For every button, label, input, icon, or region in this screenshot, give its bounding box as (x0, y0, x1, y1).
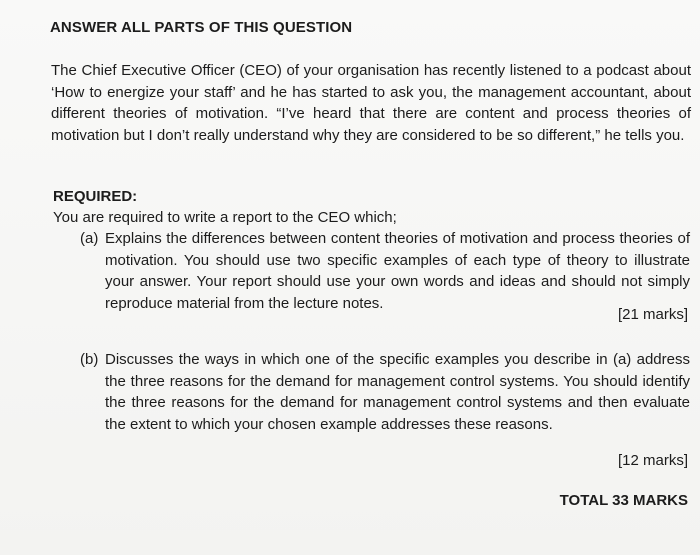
part-b (80, 349, 690, 435)
total-marks: TOTAL 33 MARKS (559, 492, 688, 509)
part-a-text: Explains the differences between content theories of motivation and process theories of motivation. You should use two specific examples of each type of theory to illustrate your answer. Your report should use your own words and ideas and should not simply reproduce material from the lecture notes. (105, 230, 690, 312)
part-b-marks: [12 marks] (617, 452, 688, 469)
part-a (80, 228, 690, 314)
part-a-letter: (a) (80, 230, 99, 247)
part-b-letter: (b) (80, 351, 99, 368)
required-intro: You are required to write a report to the CEO which; (53, 209, 397, 226)
required-label: REQUIRED: (53, 188, 138, 205)
part-b-text: Discusses the ways in which one of the specific examples you describe in (a) address the three reasons for the demand for management control systems. You should identify the three reasons for the demand for management control systems and then evaluate the extent to which your chosen example addresses these reasons. (105, 351, 690, 433)
question-heading: ANSWER ALL PARTS OF THIS QUESTION (50, 19, 353, 36)
part-a-marks: [21 marks] (617, 306, 688, 323)
scenario-paragraph: The Chief Executive Officer (CEO) of your organisation has recently listened to a podcast about ‘How to energize your staff’ and he has started to ask you, the management accountant, about different theories of motivation. “I’ve heard that there are content and process theories of motivation but I don’t really understand why they are considered to be so different,” he tells you. (51, 62, 691, 144)
